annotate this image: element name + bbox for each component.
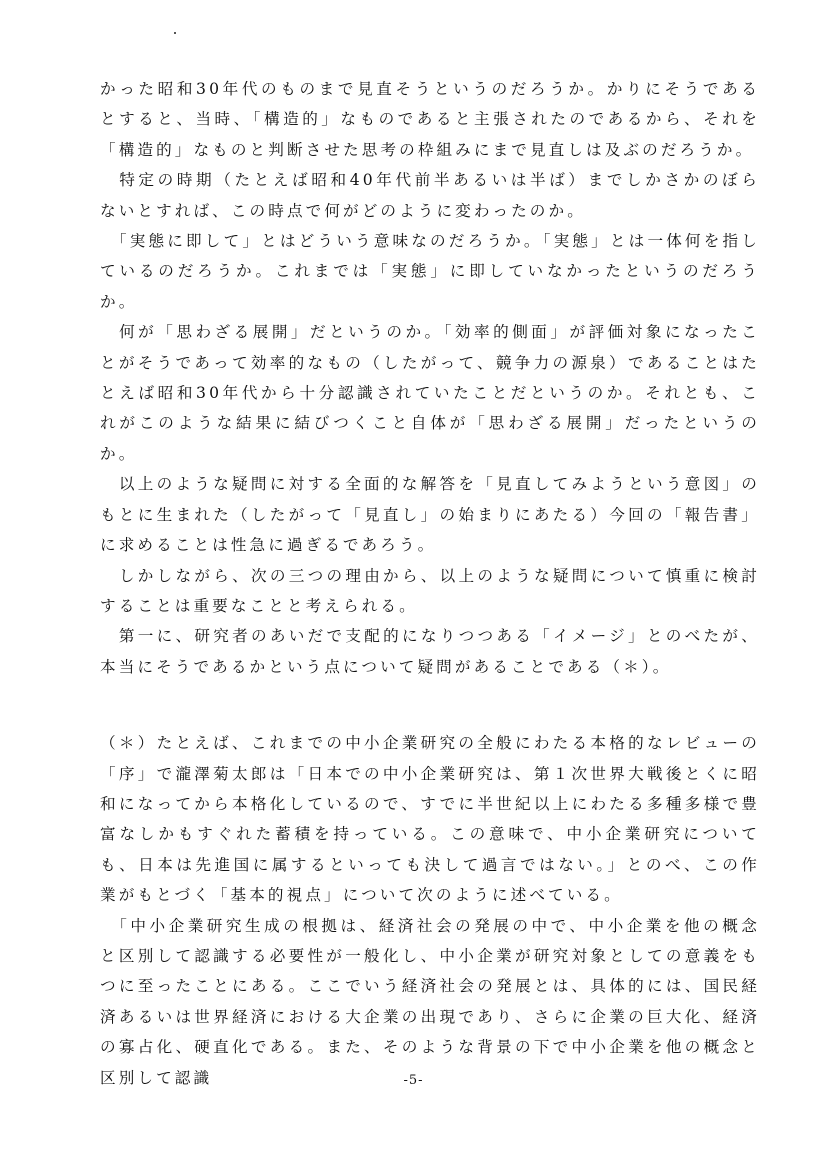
note-paragraph: （＊）たとえば、これまでの中小企業研究の全般にわたる本格的なレビューの「序」で瀧澤菊太郎は「日本での中小企業研究は、第１次世界大戦後とくに昭和になってから本格化しているので、すでに半世紀以上にわたる多種多様で豊富なしかもすぐれた蓄積を持っている。この意味で、中小企業研究についても、日本は先進国に属するといっても決して過言ではない。」とのべ、この作業がもとづく「基本的視点」について次のように述べている。 <box>100 734 760 905</box>
paragraph: かった昭和30年代のものまで見直そうというのだろうか。かりにそうであるとすると、当時、「構造的」なものであると主張されたのであるから、それを「構造的」なものと判断させた思考の枠組みにまで見直しは及ぶのだろうか。 <box>100 80 760 159</box>
paragraph: しかしながら、次の三つの理由から、以上のような疑問について慎重に検討することは重要なことと考えられる。 <box>100 566 760 615</box>
paragraph: 何が「思わざる展開」だというのか。「効率的側面」が評価対象になったことがそうであって効率的なもの（したがって、競争力の源泉）であることはたとえば昭和30年代から十分認識されていたことだというのか。それとも、これがこのような結果に結びつくこと自体が「思わざる展開」だったというのか。 <box>100 323 760 463</box>
paragraph: 以上のような疑問に対する全面的な解答を「見直してみようという意図」のもとに生まれた（したがって「見直し」の始まりにあたる）今回の「報告書」に求めることは性急に過ぎるであろう。 <box>100 475 760 555</box>
paragraph: 特定の時期（たとえば昭和40年代前半あるいは半ば）までしかさかのぼらないとすれば、この時点で何がどのように変わったのか。 <box>100 171 760 220</box>
scan-speck <box>174 32 176 34</box>
paragraph: 「実態に即して」とはどういう意味なのだろうか。「実態」とは一体何を指しているのだろうか。これまでは「実態」に即していなかったというのだろうか。 <box>100 232 760 311</box>
section-gap <box>100 682 760 728</box>
body-text <box>100 74 760 1093</box>
page-number: -5- <box>403 1073 424 1088</box>
paragraph: 第一に、研究者のあいだで支配的になりつつある「イメージ」とのべたが、本当にそうであるかという点について疑問があることである（＊）。 <box>100 627 760 676</box>
note-quote-paragraph: 「中小企業研究生成の根拠は、経済社会の発展の中で、中小企業を他の概念と区別して認識する必要性が一般化し、中小企業が研究対象としての意義をもつに至ったことにある。ここでいう経済社会の発展とは、具体的には、国民経済あるいは世界経済における大企業の出現であり、さらに企業の巨大化、経済の寡占化、硬直化である。また、そのような背景の下で中小企業を他の概念と区別して認識 <box>100 916 760 1087</box>
